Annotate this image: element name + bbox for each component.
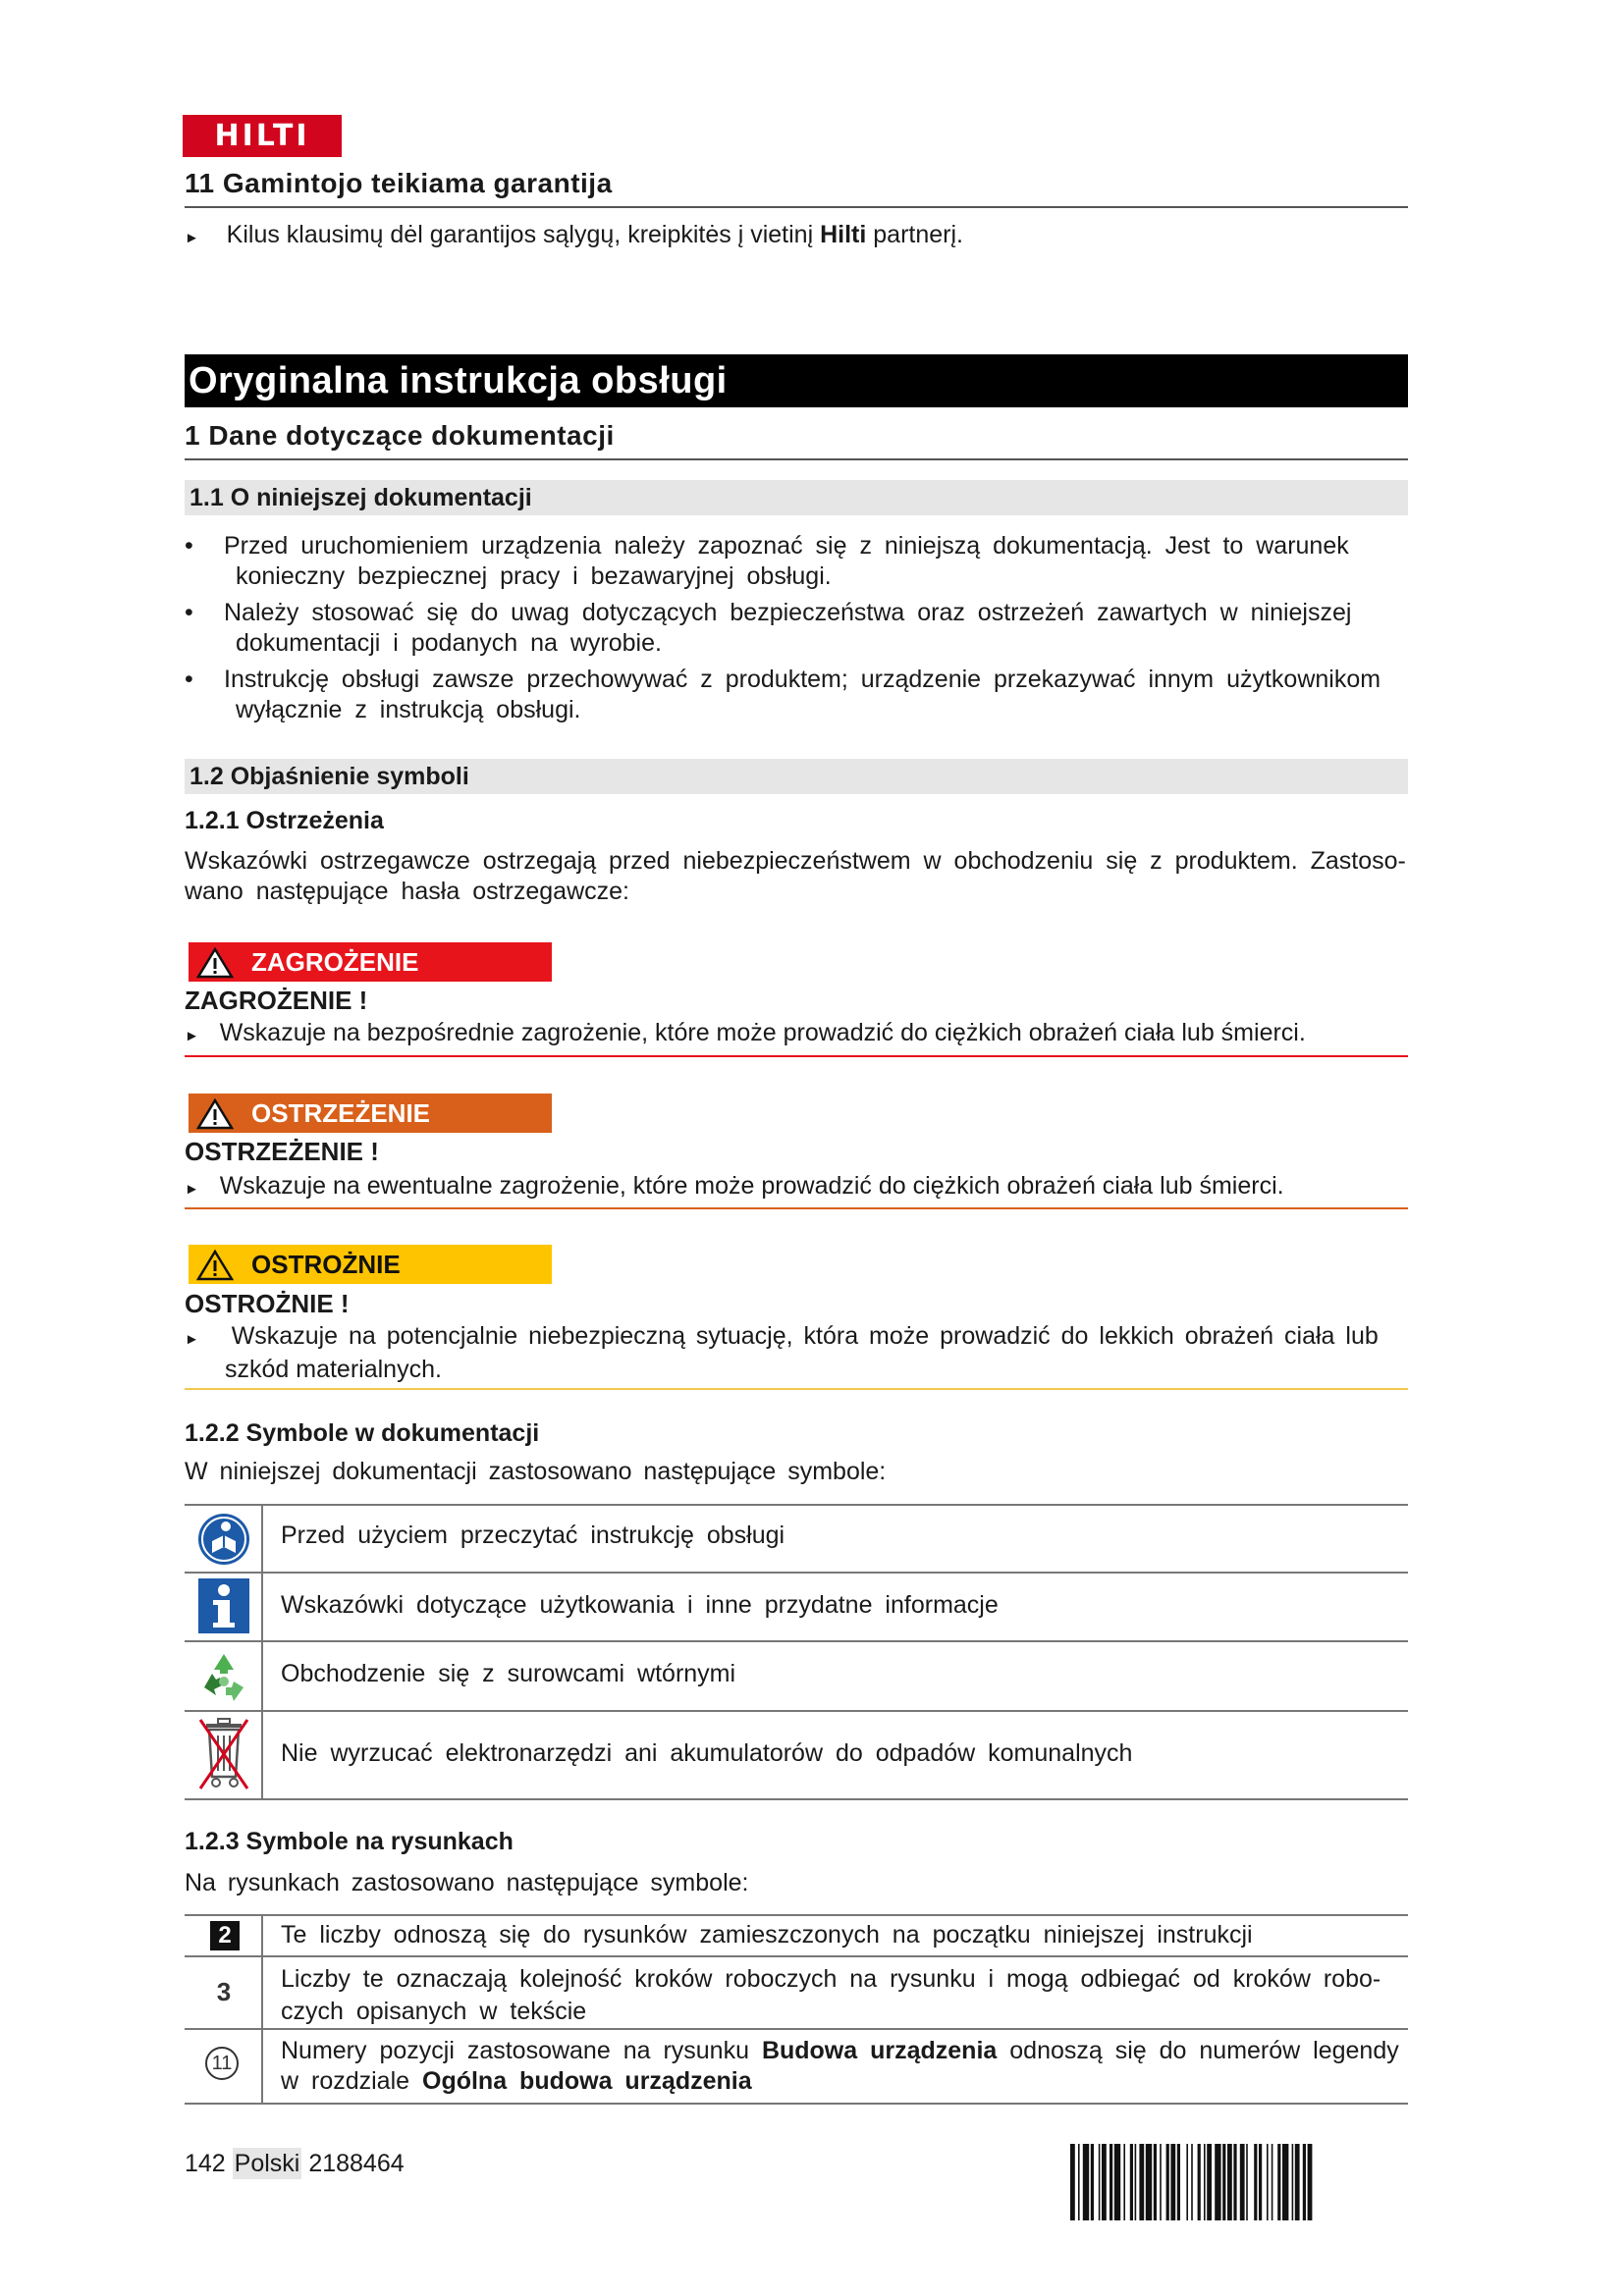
triangle-bullet-icon: ► — [185, 1331, 199, 1348]
warning-triangle-icon — [196, 947, 234, 979]
danger-title: ZAGROŻENIE ! — [185, 986, 368, 1015]
warning-title: OSTRZEŻENIE ! — [185, 1137, 379, 1166]
divider — [185, 206, 1408, 208]
footer-language: Polski — [234, 2150, 300, 2177]
caution-title: OSTROŻNIE ! — [185, 1289, 350, 1318]
triangle-bullet-icon: ► — [185, 1028, 199, 1044]
section-1-1-list — [185, 531, 1451, 731]
crossed-bin-icon — [196, 1716, 251, 1792]
warning-signal-label: OSTRZEŻENIE — [189, 1094, 552, 1133]
figure-symbols-table — [185, 1914, 1408, 2105]
warning-triangle-icon — [196, 1250, 234, 1281]
section-1-2-3-heading: 1.2.3 Symbole na rysunkach — [185, 1828, 514, 1855]
warning-description: ► Wskazuje na ewentualne zagrożenie, które może prowadzić do ciężkich obrażeń ciała lub śmierci. — [185, 1172, 1284, 1200]
caution-signal-label: OSTROŻNIE — [189, 1245, 552, 1284]
symbols-table — [185, 1504, 1408, 1800]
section-1-2-1-heading: 1.2.1 Ostrzeżenia — [185, 807, 384, 834]
recycling-icon — [196, 1648, 251, 1703]
document-title-band: Oryginalna instrukcja obsługi — [185, 354, 1408, 407]
divider — [185, 458, 1408, 460]
figure-number-badge: 2 — [210, 1921, 240, 1950]
section-1-1-heading: 1.1 O niniejszej dokumentacji — [185, 480, 1408, 515]
item-number-circle: 11 — [205, 2047, 239, 2080]
list-item: • Należy stosować się do uwag dotyczących bezpieczeństwa oraz ostrzeżeń zawartych w niniejszej dokumentacji i podanych na wyrobie. — [185, 598, 1451, 659]
list-item: • Instrukcję obsługi zawsze przechowywać z produktem; urządzenie przekazywać innym użytkownikom wyłącznie z instrukcją obsługi. — [185, 665, 1451, 725]
hilti-logo: HILTI — [183, 115, 342, 157]
section-1-heading: 1 Dane dotyczące dokumentacji — [185, 420, 615, 451]
page-footer — [185, 2150, 405, 2178]
table-row: 2 Te liczby odnoszą się do rysunków zamieszczonych na początku niniejszej instrukcji — [185, 1914, 1408, 1955]
section-1-2-2-heading: 1.2.2 Symbole w dokumentacji — [185, 1419, 540, 1447]
table-row: Wskazówki dotyczące użytkowania i inne przydatne informacje — [185, 1572, 1408, 1640]
table-row: 3 Liczby te oznaczają kolejność kroków roboczych na rysunku i mogą odbiegać od kroków robo- czych opisanych w tekście — [185, 1955, 1408, 2028]
page-number: 142 — [185, 2150, 226, 2177]
caution-description: ► Wskazuje na potencjalnie niebezpieczną sytuację, która może prowadzić do lekkich obrażeń ciała lub szkód materialnych. — [185, 1322, 1379, 1383]
danger-signal-label: ZAGROŻENIE — [189, 942, 552, 982]
section-1-2-heading: 1.2 Objaśnienie symboli — [185, 759, 1408, 794]
section-1-2-3-intro: Na rysunkach zastosowano następujące symbole: — [185, 1869, 749, 1896]
barcode-image — [1070, 2144, 1406, 2220]
warning-divider — [185, 1207, 1408, 1209]
danger-description: ► Wskazuje na bezpośrednie zagrożenie, które może prowadzić do ciężkich obrażeń ciała lub śmierci. — [185, 1019, 1306, 1046]
document-code: 2188464 — [308, 2150, 405, 2177]
section-11-heading: 11 Gamintojo teikiama garantija — [185, 168, 613, 198]
info-icon — [198, 1578, 249, 1633]
read-manual-icon — [196, 1512, 251, 1567]
step-number: 3 — [216, 1977, 232, 2006]
section-11-bullet: ► Kilus klausimų dėl garantijos sąlygų, kreipkitės į vietinį Hilti partnerį. — [185, 221, 963, 248]
table-row: Przed użyciem przeczytać instrukcję obsługi — [185, 1504, 1408, 1572]
table-row: Nie wyrzucać elektronarzędzi ani akumulatorów do odpadów komunalnych — [185, 1710, 1408, 1800]
danger-divider — [185, 1055, 1408, 1057]
list-item: • Przed uruchomieniem urządzenia należy zapoznać się z niniejszą dokumentacją. Jest to warunek konieczny bezpiecznej pracy i bezawaryjnej obsługi. — [185, 531, 1451, 592]
table-row: Obchodzenie się z surowcami wtórnymi — [185, 1640, 1408, 1710]
section-1-2-2-intro: W niniejszej dokumentacji zastosowano następujące symbole: — [185, 1458, 887, 1485]
triangle-bullet-icon: ► — [185, 230, 199, 246]
table-row: 11 Numery pozycji zastosowane na rysunku Budowa urządzenia odnoszą się do numerów legendy w rozdziale Ogólna budowa urządzenia — [185, 2028, 1408, 2105]
caution-divider — [185, 1388, 1408, 1390]
triangle-bullet-icon: ► — [185, 1181, 199, 1198]
section-1-2-1-intro: Wskazówki ostrzegawcze ostrzegają przed niebezpieczeństwem w obchodzeniu się z produktem. Zastoso- wano następujące hasła ostrzegawcze: — [185, 847, 1406, 905]
warning-triangle-icon — [196, 1098, 234, 1130]
